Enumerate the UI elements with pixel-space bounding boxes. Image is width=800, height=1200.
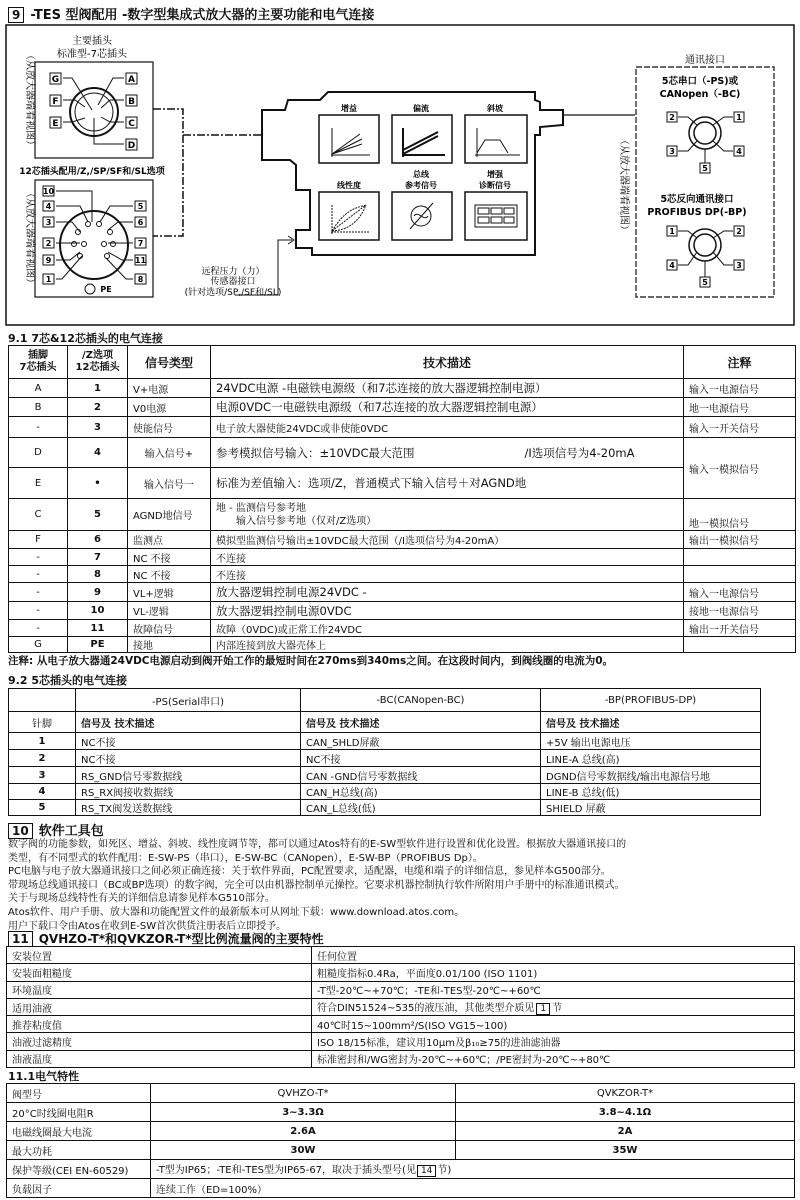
signal-type: VL+逻辑	[128, 583, 211, 602]
description	[211, 602, 684, 620]
table-row	[9, 637, 796, 653]
sensor-interface-label	[185, 265, 282, 298]
col-header: 信号及 技术描述	[301, 712, 541, 733]
signal-type: AGND地信号	[128, 499, 211, 531]
pin-7: -	[9, 620, 68, 637]
table-row	[9, 620, 796, 637]
signal-type: 监测点	[128, 531, 211, 549]
pin-12: 2	[68, 398, 128, 417]
table-row	[9, 468, 796, 499]
table-row: 负载因子 连续工作（ED=100%）	[7, 1179, 795, 1198]
property-label: 最大功耗	[7, 1141, 151, 1160]
software-description	[8, 838, 626, 933]
signal-type: 使能信号	[128, 417, 211, 438]
bp-signal: LINE-A 总线(高)	[541, 750, 761, 767]
table-header-row	[7, 1084, 795, 1103]
pin-7: -	[9, 583, 68, 602]
description	[211, 468, 684, 499]
description-text: 24VDC电源 -电磁铁电源级（和7芯连接的放大器逻辑控制电源）	[216, 381, 547, 395]
linearity-icon	[319, 192, 379, 240]
comm1-subtitle: CANopen（-BC)	[659, 89, 741, 100]
note	[684, 637, 796, 653]
pin-label: B	[128, 97, 135, 107]
diagnostics-icon	[465, 192, 527, 240]
svg-text:5: 5	[702, 164, 708, 173]
description	[211, 438, 684, 468]
value-suffix: 节	[552, 1003, 563, 1015]
qvkzor-value: 35W	[456, 1141, 795, 1160]
description-text: 内部连接到放大器壳体上	[216, 641, 326, 652]
note: 地一模拟信号	[684, 499, 796, 531]
plug-12pin-title: 12芯插头配用/Z,/SP/SF和/SL选项	[19, 167, 165, 177]
table-row	[9, 602, 796, 620]
description	[211, 499, 684, 531]
pin-label: 5	[137, 202, 144, 211]
header-notes: 注释	[684, 346, 796, 379]
connection-diagram	[0, 0, 800, 328]
description	[211, 531, 684, 549]
pin-7: C	[9, 499, 68, 531]
description-option: /I选项信号为4-20mA	[524, 445, 635, 460]
pin-12: 5	[68, 499, 128, 531]
header-qvkzor: QVKZOR-T*	[456, 1084, 795, 1103]
pin-7: -	[9, 417, 68, 438]
pin-label: G	[51, 75, 60, 85]
property-label: 电磁线圈最大电流	[7, 1122, 151, 1141]
signal-type: 故障信号	[128, 620, 211, 637]
bp-signal: DGND信号零数据线/输出电源信号地	[541, 767, 761, 784]
pin-7: F	[9, 531, 68, 549]
table-row	[9, 767, 761, 784]
qvkzor-value: 2A	[456, 1122, 795, 1141]
main-plug-subtitle: 标准型-7芯插头	[57, 49, 127, 60]
table-row	[9, 583, 796, 602]
svg-text:1: 1	[669, 227, 675, 236]
electrical-characteristics-table	[6, 1083, 795, 1198]
svg-text:2: 2	[736, 227, 742, 236]
property-label: 推荐粘度值	[7, 1016, 312, 1033]
pin-label: 11	[134, 256, 147, 265]
pin-12: •	[68, 468, 128, 499]
pin-label: 7	[137, 239, 144, 248]
bc-signal: CAN_L总线(低)	[301, 800, 541, 816]
qvkzor-value: 3.8~4.1Ω	[456, 1103, 795, 1122]
description	[211, 417, 684, 438]
value-text: 粗糙度指标0.4Ra，平面度0.01/100 (ISO 1101)	[317, 968, 538, 980]
paragraph-line: Atos软件、用户手册、放大器和功能配置文件的最新版本可从网址下载：www.download.atos.com。	[8, 906, 465, 918]
group-bp: -BP(PROFIBUS-DP)	[541, 689, 761, 712]
table-row	[9, 800, 761, 816]
svg-text:4: 4	[736, 147, 742, 156]
pin-7: -	[9, 549, 68, 566]
signal-type: 接地	[128, 637, 211, 653]
property-label: 油液温度	[7, 1050, 312, 1067]
property-label: 安装面粗糙度	[7, 964, 312, 981]
pin-label: 6	[137, 218, 144, 227]
value-text: 任何位置	[317, 951, 357, 963]
description-text: 故障（0VDC)或正常工作24VDC	[216, 624, 363, 636]
pin-label: A	[128, 75, 135, 85]
table-row	[7, 998, 795, 1015]
col-header: 信号及 技术描述	[541, 712, 761, 733]
pin-7: -	[9, 602, 68, 620]
description-text: 放大器逻辑控制电源0VDC	[216, 603, 352, 618]
pin-label: 10	[42, 187, 55, 196]
ps-signal: NC不接	[76, 733, 301, 750]
signal-type: VL-逻辑	[128, 602, 211, 620]
table-row	[9, 398, 796, 417]
pin-number: 2	[9, 750, 76, 767]
note: 输出一开关信号	[684, 620, 796, 637]
note: 输出一模拟信号	[684, 531, 796, 549]
timing-footnote: 注释: 从电子放大器通24VDC电源启动到阀开始工作的最短时间在270ms到340ms之间。在这段时间内，到阀线圈的电流为0。	[8, 655, 614, 667]
svg-text:(针对选项/SP,/SF和/SL): (针对选项/SP,/SF和/SL)	[184, 288, 282, 298]
pin-label: 8	[137, 275, 144, 284]
five-pin-table	[8, 688, 761, 816]
section-title: QVHZO-T*和QVKZOR-T*型比例流量阀的主要特性	[38, 932, 324, 946]
property-value	[312, 998, 795, 1015]
table-row	[9, 417, 796, 438]
function-label-diagnostics: 诊断信号	[479, 181, 511, 190]
plug-12pin-connector	[60, 211, 128, 279]
paragraph-line: PC电脑与电子放大器通讯接口之间必须正确连接：关于软件界面，PC配置要求，适配器，电缆和端子的详细信息，参见样本G500部分。	[8, 866, 611, 878]
section-number: 10	[8, 823, 33, 839]
comm-interface-title: 通讯接口	[685, 55, 725, 66]
section-11-heading	[8, 930, 324, 947]
view-label-12pin: （从放大器端看视图）	[24, 188, 35, 288]
description-text: 输入信号参考地（仅对/Z选项）	[236, 515, 377, 527]
description-text: 地 - 监测信号参考地	[216, 502, 306, 514]
paragraph-line: 数字阀的功能参数，如死区、增益、斜坡、线性度调节等，都可以通过Atos特有的E-SW型软件进行设置和优化设置。根据放大器通讯接口的	[8, 839, 627, 850]
property-label: 适用油液	[7, 998, 312, 1015]
note	[684, 549, 796, 566]
description-text: 标准为差值输入：选项/Z，普通模式下输入信号＋对AGND地	[216, 476, 527, 490]
pin-12: 11	[68, 620, 128, 637]
svg-text:远程压力（力）: 远程压力（力）	[201, 267, 265, 277]
function-label-linearity: 线性度	[337, 181, 361, 190]
pin-7: A	[9, 379, 68, 398]
bc-signal: NC不接	[301, 750, 541, 767]
pin-12: 4	[68, 438, 128, 468]
table-row	[7, 1141, 795, 1160]
pin-12: 7	[68, 549, 128, 566]
description-text: 不连接	[216, 570, 246, 582]
table-row	[7, 1050, 795, 1067]
pin-number: 3	[9, 767, 76, 784]
section-number: 11	[8, 931, 33, 947]
gain-icon	[319, 115, 379, 163]
property-value	[312, 981, 795, 998]
section-9-2-heading: 9.2 5芯插头的电气连接	[8, 674, 127, 687]
table-row	[7, 981, 795, 998]
qvhzo-value: 3~3.3Ω	[151, 1103, 456, 1122]
section-10-heading	[8, 820, 104, 839]
property-value	[312, 1050, 795, 1067]
function-label-ramp: 斜坡	[487, 104, 503, 113]
section-ref: 14	[417, 1165, 436, 1177]
function-label-enhanced: 增强	[487, 170, 503, 179]
table-row	[7, 1122, 795, 1141]
function-label-reference: 参考信号	[405, 181, 437, 190]
function-label-bias: 偏流	[413, 104, 429, 113]
comm2-title: 5芯反向通讯接口	[660, 194, 734, 205]
pin-connection-table	[8, 345, 796, 653]
property-label: 油液过滤精度	[7, 1033, 312, 1050]
signal-type: V0电源	[128, 398, 211, 417]
comm1-title: 5芯串口（-PS)或	[661, 76, 739, 87]
table-row	[9, 750, 761, 767]
table-row	[9, 784, 761, 800]
table-row	[7, 964, 795, 981]
svg-text:5: 5	[702, 278, 708, 287]
pin-label: 2	[45, 239, 52, 248]
ps-signal: RS_RX阀接收数据线	[76, 784, 301, 800]
value-text: ISO 18/15标准，建议用10μm及β₁₀≥75的进油滤油器	[317, 1038, 561, 1050]
main-plug-title: 主要插头	[72, 36, 112, 47]
pin-label: 4	[45, 202, 52, 211]
bc-signal: CAN_SHLD屏蔽	[301, 733, 541, 750]
table-row	[9, 438, 796, 468]
pin-12: 10	[68, 602, 128, 620]
table-row	[9, 566, 796, 583]
description-text: 参考模拟信号输入：±10VDC最大范围	[216, 445, 415, 460]
bp-signal: +5V 输出电源电压	[541, 733, 761, 750]
note: 地一电源信号	[684, 398, 796, 417]
signal-type: V+电源	[128, 379, 211, 398]
pin-number: 1	[9, 733, 76, 750]
paragraph-line: 关于与现场总线特性有关的详细信息请参见样本G510部分。	[8, 893, 275, 905]
property-value	[312, 1016, 795, 1033]
pin-label: E	[52, 119, 59, 129]
bc-signal: CAN_H总线(高)	[301, 784, 541, 800]
note: 输入一电源信号	[684, 379, 796, 398]
section-ref: 1	[536, 1003, 550, 1015]
comm2-subtitle: PROFIBUS DP(-BP)	[647, 207, 747, 218]
section-11-1-heading: 11.1电气特性	[8, 1070, 80, 1083]
table-row	[9, 733, 761, 750]
svg-text:2: 2	[669, 113, 675, 122]
header-pin-12: /Z选项 12芯插头	[68, 346, 128, 379]
note: 接地一电源信号	[684, 602, 796, 620]
ps-signal: RS_TX阀发送数据线	[76, 800, 301, 816]
description	[211, 398, 684, 417]
ps-signal: NC不接	[76, 750, 301, 767]
pe-label: PE	[100, 285, 112, 294]
header-qvhzo: QVHZO-T*	[151, 1084, 456, 1103]
view-label-comm: （从放大器端看视图）	[618, 135, 629, 235]
pin-12: 9	[68, 583, 128, 602]
note: 输入一电源信号	[684, 583, 796, 602]
table-row	[7, 947, 795, 964]
table-row	[9, 531, 796, 549]
paragraph-line: 带现场总线通讯接口（BC或BP选项）的数字阀，完全可以由机器控制单元操控。它要求机器控制执行软件所附用户手册中的标准通讯模式。	[8, 879, 625, 891]
property-value	[312, 964, 795, 981]
description	[211, 637, 684, 653]
header-pin-7: 插脚 7芯插头	[9, 346, 68, 379]
bp-signal: LINE-B 总线(低)	[541, 784, 761, 800]
pin-label: D	[127, 141, 136, 151]
property-label: 环境温度	[7, 981, 312, 998]
ground-icon	[85, 284, 95, 294]
table-row	[9, 499, 796, 531]
pins-12	[43, 186, 147, 294]
svg-text:3: 3	[736, 261, 742, 270]
note: 输入一模拟信号	[684, 438, 796, 499]
pin-label: 9	[45, 256, 52, 265]
note	[684, 566, 796, 583]
description-text: 放大器逻辑控制电源24VDC -	[216, 585, 367, 599]
pin-12: 1	[68, 379, 128, 398]
pin-label: F	[52, 97, 59, 107]
bc-signal: CAN -GND信号零数据线	[301, 767, 541, 784]
function-label-gain: 增益	[341, 104, 357, 113]
signal-type: 输入信号+	[128, 438, 211, 468]
col-header: 信号及 技术描述	[76, 712, 301, 733]
qvhzo-value: 30W	[151, 1141, 456, 1160]
ps-signal: RS_GND信号零数据线	[76, 767, 301, 784]
table-row: 保护等级(CEI EN-60529) -T型为IP65；-TE和-TES型为IP65-67，取决于插头型号(见 14 节)	[7, 1160, 795, 1179]
pin-7: B	[9, 398, 68, 417]
description	[211, 379, 684, 398]
property-value	[312, 1033, 795, 1050]
description	[211, 583, 684, 602]
pin-12: PE	[68, 637, 128, 653]
svg-text:传感器接口: 传感器接口	[210, 277, 256, 287]
bp-signal: SHIELD 屏蔽	[541, 800, 761, 816]
table-row	[7, 1033, 795, 1050]
pin-header: 针脚	[9, 712, 76, 733]
pin-number: 4	[9, 784, 76, 800]
signal-type: NC 不接	[128, 549, 211, 566]
description	[211, 620, 684, 637]
description	[211, 566, 684, 583]
pin-label: C	[128, 119, 135, 129]
value-text: -T型-20℃~+70℃；-TE和-TES型-20℃~+60℃	[317, 986, 541, 998]
pin-7: -	[9, 566, 68, 583]
function-label-fieldbus: 总线	[413, 170, 429, 179]
svg-text:3: 3	[669, 147, 675, 156]
group-ps: -PS(Serial串口)	[76, 689, 301, 712]
pin-7: E	[9, 468, 68, 499]
value-text: 40℃时15~100mm²/S(ISO VG15~100)	[317, 1020, 508, 1032]
property-label: 安装位置	[7, 947, 312, 964]
description-text: 电源0VDC一电磁铁电源级（和7芯连接的放大器逻辑控制电源）	[216, 400, 543, 414]
pin-label: 1	[45, 275, 52, 284]
section-title: 软件工具包	[38, 824, 104, 839]
description	[211, 549, 684, 566]
svg-text:4: 4	[669, 261, 675, 270]
signal-type: 输入信号一	[128, 468, 211, 499]
pin-7: G	[9, 637, 68, 653]
description-text: 电子放大器使能24VDC或非使能0VDC	[216, 423, 389, 435]
property-label: 20°C时线圈电阻R	[7, 1103, 151, 1122]
section-9-1-heading: 9.1 7芯&12芯插头的电气连接	[8, 332, 163, 345]
table-row	[9, 379, 796, 398]
qvhzo-value: 2.6A	[151, 1122, 456, 1141]
pin-12: 3	[68, 417, 128, 438]
pin-7: D	[9, 438, 68, 468]
paragraph-line: 类型，有不同型式的软件配用：E-SW-PS（串口），E-SW-BC（CANopen），E-SW-BP（PROFIBUS Dp）。	[8, 852, 483, 864]
view-label-7pin: （从放大器端看视图）	[24, 50, 35, 150]
ramp-icon	[465, 115, 527, 163]
header-signal-type: 信号类型	[128, 346, 211, 379]
section-number: 9	[8, 7, 24, 23]
table-row	[9, 549, 796, 566]
pin-12: 6	[68, 531, 128, 549]
table-row	[7, 1103, 795, 1122]
table-row	[7, 1016, 795, 1033]
svg-text:1: 1	[736, 113, 742, 122]
header-label: 阀型号	[7, 1084, 151, 1103]
section-title: -TES 型阀配用 -数字型集成式放大器的主要功能和电气连接	[30, 8, 375, 23]
pin-number: 5	[9, 800, 76, 816]
group-bc: -BC(CANopen-BC)	[301, 689, 541, 712]
signal-type: NC 不接	[128, 566, 211, 583]
table-header-row	[9, 346, 796, 379]
pin-label: 3	[45, 218, 52, 227]
pin-12: 8	[68, 566, 128, 583]
note: 输入一开关信号	[684, 417, 796, 438]
description-text: 不连接	[216, 553, 246, 565]
description-text: 模拟型监测信号输出±10VDC最大范围（/I选项信号为4-20mA）	[216, 536, 505, 547]
paragraph-line: 用户下载口令由Atos在收到E-SW首次供货注册表后立即授予。	[8, 920, 287, 932]
header-description: 技术描述	[211, 346, 684, 379]
main-characteristics-table	[6, 946, 795, 1068]
value-text: 符合DIN51524~535的液压油，其他类型介质见	[317, 1003, 535, 1015]
property-value	[312, 947, 795, 964]
value-text: 标准密封和/WG密封为-20℃~+60℃；/PE密封为-20℃~+80℃	[317, 1055, 611, 1067]
